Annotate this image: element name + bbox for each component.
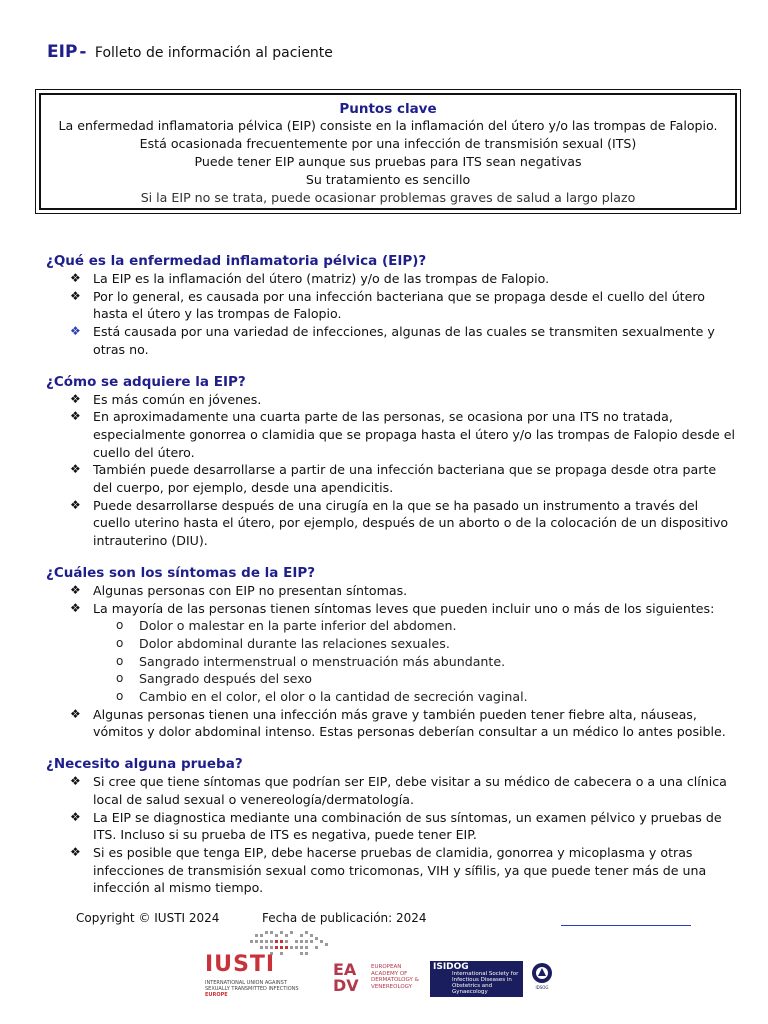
- section-how-acquired: [46, 373, 736, 550]
- iusti-caption-line: SEXUALLY TRANSMITTED INFECTIONS: [205, 986, 299, 992]
- list-item-text: Puede desarrollarse después de una cirugía en la que se ha pasado un instrumento a través del cuello uterino hasta el útero, por ejemplo, después de un aborto o de la colocación de un dispositivo intrauterino (DIU).: [93, 497, 729, 549]
- list-item-text: Dolor abdominal durante las relaciones sexuales.: [139, 635, 450, 651]
- list-item: [46, 461, 736, 496]
- list-item: [46, 497, 736, 550]
- isidog-caption-line: Gynaecology: [452, 989, 488, 995]
- isidog-caption-line: International Society for: [452, 971, 519, 977]
- list-item: [46, 288, 736, 323]
- eadv-logo: [333, 962, 428, 1000]
- iusti-caption-line: INTERNATIONAL UNION AGAINST: [205, 980, 287, 986]
- title-dash: -: [79, 42, 87, 62]
- footer-link-underline: [561, 925, 691, 926]
- list-item-text: Cambio en el color, el olor o la cantidad de secreción vaginal.: [139, 689, 528, 705]
- bullet-list: [46, 582, 736, 617]
- list-item: [46, 270, 736, 288]
- list-item: [46, 600, 736, 618]
- list-item-text: Dolor o malestar en la parte inferior del abdomen.: [139, 618, 457, 634]
- section-heading: ¿Qué es la enfermedad inflamatoria pélvica (EIP)?: [46, 253, 427, 269]
- bullet-list: [46, 706, 736, 741]
- idsog-logo: [527, 961, 557, 997]
- section-heading: ¿Cuáles son los síntomas de la EIP?: [46, 564, 316, 581]
- list-item: [46, 582, 736, 600]
- eadv-mark: EA DV: [333, 960, 359, 995]
- copyright-text: Copyright © IUSTI 2024: [76, 911, 220, 925]
- circle-bullet-icon: o: [116, 671, 124, 686]
- bullet-icon: ❖: [70, 462, 81, 477]
- bullet-icon: ❖: [70, 809, 81, 824]
- bullet-icon: ❖: [70, 324, 81, 339]
- eadv-caption-line: EUROPEAN: [371, 964, 402, 970]
- key-point-line: Puede tener EIP aunque sus pruebas para ITS sean negativas: [194, 154, 582, 169]
- isidog-caption-line: Infectious Diseases in: [452, 977, 512, 983]
- list-item: [46, 844, 736, 897]
- bullet-icon: ❖: [70, 582, 81, 597]
- list-item-text: La EIP es la inflamación del útero (matriz) y/o de las trompas de Falopio.: [93, 271, 550, 286]
- list-item-text: Está causada por una variedad de infecciones, algunas de las cuales se transmiten sexualmente y otras no.: [93, 324, 715, 357]
- iusti-wordmark-right: STI: [233, 952, 276, 977]
- key-point-line: La enfermedad inflamatoria pélvica (EIP) consiste en la inflamación del útero y/o las trompas de Falopio.: [58, 118, 718, 133]
- sponsor-logos: [205, 928, 565, 1000]
- key-point-line: Su tratamiento es sencillo: [305, 172, 471, 187]
- list-item: [46, 809, 736, 844]
- list-item-text: También puede desarrollarse a partir de una infección bacteriana que se propaga desde otra parte del cuerpo, por ejemplo, desde una apendicitis.: [93, 462, 717, 496]
- eadv-caption-line: DERMATOLOGY &: [371, 977, 419, 983]
- bullet-icon: ❖: [70, 844, 81, 859]
- circle-bullet-icon: o: [116, 689, 124, 704]
- list-item-text: La mayoría de las personas tienen síntomas leves que pueden incluir uno o más de los siguientes:: [93, 600, 715, 616]
- sub-list-item: [46, 688, 736, 706]
- list-item: [46, 706, 736, 741]
- list-item: [46, 391, 736, 409]
- bullet-list: [46, 270, 736, 359]
- list-item: [46, 408, 736, 461]
- publication-date: Fecha de publicación: 2024: [262, 911, 427, 925]
- document-subtitle: Folleto de información al paciente: [94, 45, 333, 61]
- section-symptoms: [46, 564, 736, 741]
- list-item-text: Por lo general, es causada por una infección bacteriana que se propaga desde el cuello del útero hasta el útero y las trompas de Falopio.: [93, 288, 705, 322]
- bullet-icon: ❖: [70, 409, 81, 424]
- bullet-icon: ❖: [70, 497, 81, 512]
- isidog-logo: [430, 961, 523, 997]
- bullet-icon: ❖: [70, 271, 81, 285]
- eadv-caption: [371, 964, 419, 990]
- list-item-text: Si cree que tiene síntomas que podrían ser EIP, debe visitar a su médico de cabecera o a una clínica local de salud sexual o venereología/dermatología.: [93, 774, 727, 807]
- bullet-icon: ❖: [70, 288, 81, 303]
- list-item: [46, 323, 736, 358]
- iusti-caption-europe: EUROPE: [205, 992, 228, 998]
- isidog-caption: [452, 971, 518, 995]
- sub-bullet-list: [46, 617, 736, 706]
- list-item-text: Sangrado intermenstrual o menstruación más abundante.: [139, 653, 506, 669]
- key-points-inner-border: [39, 93, 737, 210]
- sub-list-item: [46, 653, 736, 671]
- document-body: [46, 252, 736, 911]
- list-item-text: Sangrado después del sexo: [139, 671, 312, 687]
- eadv-caption-line: ACADEMY OF: [371, 970, 408, 977]
- circle-bullet-icon: o: [116, 653, 124, 668]
- circle-bullet-icon: o: [116, 635, 124, 650]
- document-header: [47, 42, 333, 62]
- list-item-text: Es más común en jóvenes.: [93, 391, 262, 407]
- circle-bullet-icon: o: [116, 618, 124, 633]
- list-item-text: Algunas personas con EIP no presentan síntomas.: [93, 582, 408, 598]
- sub-list-item: [46, 670, 736, 688]
- bullet-list: [46, 391, 736, 550]
- bullet-icon: ❖: [70, 774, 81, 789]
- list-item-text: La EIP se diagnostica mediante una combinación de sus síntomas, un examen pélvico y pruebas de ITS. Incluso si su prueba de ITS es negativa, puede tener EIP.: [93, 809, 722, 843]
- page-footer: [76, 911, 427, 925]
- iusti-wordmark: [205, 952, 275, 977]
- section-what-is-pid: [46, 252, 736, 359]
- bullet-list: [46, 773, 736, 897]
- idsog-emblem-icon: [527, 961, 557, 985]
- bullet-icon: ❖: [70, 600, 81, 615]
- iusti-logo: [205, 928, 330, 998]
- isidog-caption-line: Obstetrics and: [452, 983, 493, 989]
- idsog-label: IDSOG: [535, 985, 549, 990]
- bullet-icon: ❖: [70, 391, 81, 406]
- document-title: EIP: [47, 42, 78, 62]
- key-points-box: [35, 89, 741, 214]
- iusti-wordmark-left: IU: [205, 952, 234, 977]
- sub-list-item: [46, 635, 736, 653]
- iusti-caption: [205, 980, 325, 998]
- key-points-title: Puntos clave: [339, 101, 437, 117]
- list-item: [46, 773, 736, 808]
- sub-list-item: [46, 617, 736, 635]
- key-point-line: Está ocasionada frecuentemente por una infección de transmisión sexual (ITS): [139, 136, 637, 151]
- section-heading: ¿Necesito alguna prueba?: [46, 756, 243, 773]
- isidog-title: ISIDOG: [433, 962, 469, 972]
- eadv-caption-line: VENEREOLOGY: [371, 983, 412, 990]
- list-item-text: Algunas personas tienen una infección más grave y también pueden tener fiebre alta, náuseas, vómitos y dolor abdominal intenso. Estas personas deberían consultar a un médico lo antes posible.: [93, 706, 726, 740]
- list-item-text: En aproximadamente una cuarta parte de las personas, se ocasiona por una ITS no tratada, especialmente gonorrea o clamidia que se propaga hasta el útero y/o las trompas de Falopio desde el cuello del útero.: [93, 409, 735, 460]
- bullet-icon: ❖: [70, 706, 81, 721]
- key-point-line: Si la EIP no se trata, puede ocasionar problemas graves de salud a largo plazo: [140, 190, 636, 205]
- section-heading: ¿Cómo se adquiere la EIP?: [46, 373, 246, 390]
- list-item-text: Si es posible que tenga EIP, debe hacerse pruebas de clamidia, gonorrea y micoplasma y otras infecciones de transmisión sexual como tricomonas, VIH y sífilis, ya que puede tener más de una infección al mismo tiempo.: [93, 844, 707, 896]
- section-tests: [46, 755, 736, 897]
